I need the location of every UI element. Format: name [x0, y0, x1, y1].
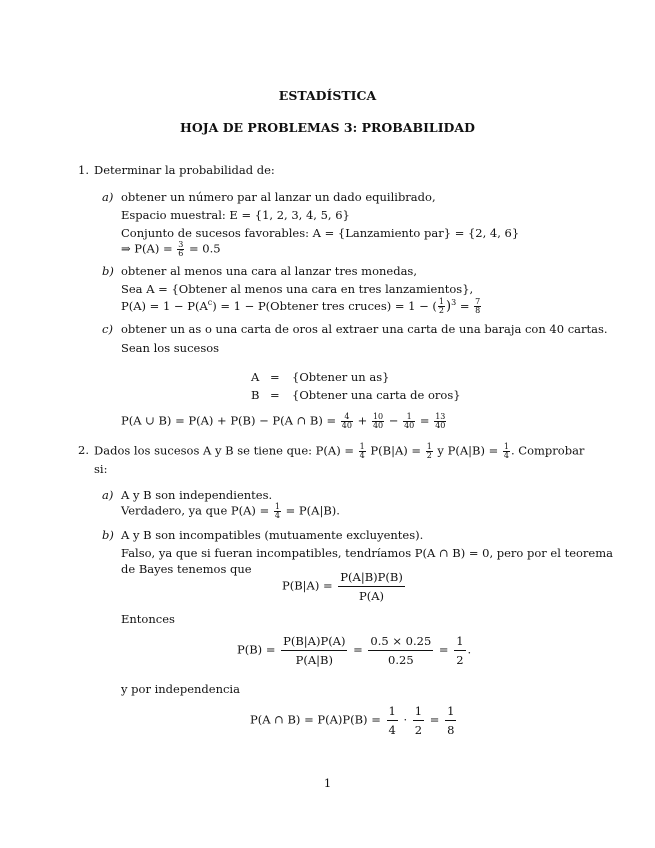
item-1a-line3: ⇒ P(A) = $\frac{3}{6}$ = 0.5 — [121, 240, 221, 258]
item-1c-label: c) — [102, 322, 113, 336]
independence-text: y por independencia — [121, 682, 240, 696]
def-b-eq: = — [270, 388, 280, 402]
bayes-formula: P(B|A) = $\frac{P(A|B)P(B)}{P(A)}$ — [282, 570, 403, 603]
item-1a-text: obtener un número par al lanzar un dado equilibrado, — [121, 190, 436, 204]
item-2a-line1: Verdadero, ya que P(A) = $\frac{1}{4}$ = P(A|B). — [121, 502, 340, 520]
problem-1-text: Determinar la probabilidad de: — [94, 163, 275, 177]
item-1c-text: obtener un as o una carta de oros al extraer una carta de una baraja con 40 cartas. — [121, 322, 608, 336]
item-2a-text: A y B son independientes. — [121, 488, 273, 502]
def-a-eq: = — [270, 370, 280, 384]
problem-1-number: 1. — [78, 163, 89, 177]
pb-formula: P(B) = $\frac{P(B|A)P(A)}{P(A|B)}$ = $\frac{0.5 \times 0.25}{0.25}$ = $\frac{1}{2}$ . — [237, 634, 472, 667]
item-1b-line1: Sea A = {Obtener al menos una cara en tres lanzamientos}, — [121, 282, 474, 296]
problem-2-line2: si: — [94, 462, 108, 476]
page-number: 1 — [323, 776, 332, 790]
item-1a-label: a) — [102, 190, 114, 204]
item-1b-line2: $P(A) = 1 - P(A^c) = 1$ − P(Obtener tres cruces) = 1 − ( $\frac{1}{2}$ )$^3$ = $\frac{7}{8}$ — [121, 297, 481, 316]
item-2a-label: a) — [102, 488, 114, 502]
item-2b-line2: de Bayes tenemos que — [121, 562, 252, 576]
entonces-text: Entonces — [121, 612, 175, 626]
item-1a-line2: Conjunto de sucesos favorables: A = {Lanzamiento par} = {2, 4, 6} — [121, 226, 520, 240]
item-1c-line1: Sean los sucesos — [121, 341, 220, 355]
item-2b-text: A y B son incompatibles (mutuamente excluyentes). — [121, 528, 424, 542]
def-a-rhs: {Obtener un as} — [292, 370, 390, 384]
item-1a-line1: Espacio muestral: E = {1, 2, 3, 4, 5, 6} — [121, 208, 350, 222]
item-1b-text: obtener al menos una cara al lanzar tres monedas, — [121, 264, 417, 278]
item-2b-line1: Falso, ya que si fueran incompatibles, tendríamos P(A ∩ B) = 0, pero por el teorema — [121, 546, 613, 560]
def-b-rhs: {Obtener una carta de oros} — [292, 388, 461, 402]
problem-2-line1: Dados los sucesos A y B se tiene que: P(A) = $\frac{1}{4}$ P(B|A) = $\frac{1}{2}$ y P(A|B) = $\frac{1}{4}$ . Comprobar — [94, 442, 585, 460]
fraction-3-6: $\frac{3}{6}$ — [178, 240, 184, 258]
def-b-lhs: B — [251, 388, 260, 402]
problem-2-number: 2. — [78, 443, 89, 457]
union-formula: P(A ∪ B) = P(A) + P(B) − P(A ∩ B) = $\frac{4}{40}$ + $\frac{10}{40}$ − $\frac{1}{40}$ = $\frac{13}{40}$ — [121, 412, 446, 430]
document-subtitle: HOJA DE PROBLEMAS 3: PROBABILIDAD — [180, 120, 475, 135]
document-title: ESTADÍSTICA — [278, 88, 377, 103]
item-1b-label: b) — [102, 264, 114, 278]
intersection-formula: P(A ∩ B) = P(A)P(B) = $\frac{1}{4}$ · $\frac{1}{2}$ = $\frac{1}{8}$ — [250, 704, 455, 737]
def-a-lhs: A — [251, 370, 260, 384]
item-2b-label: b) — [102, 528, 114, 542]
